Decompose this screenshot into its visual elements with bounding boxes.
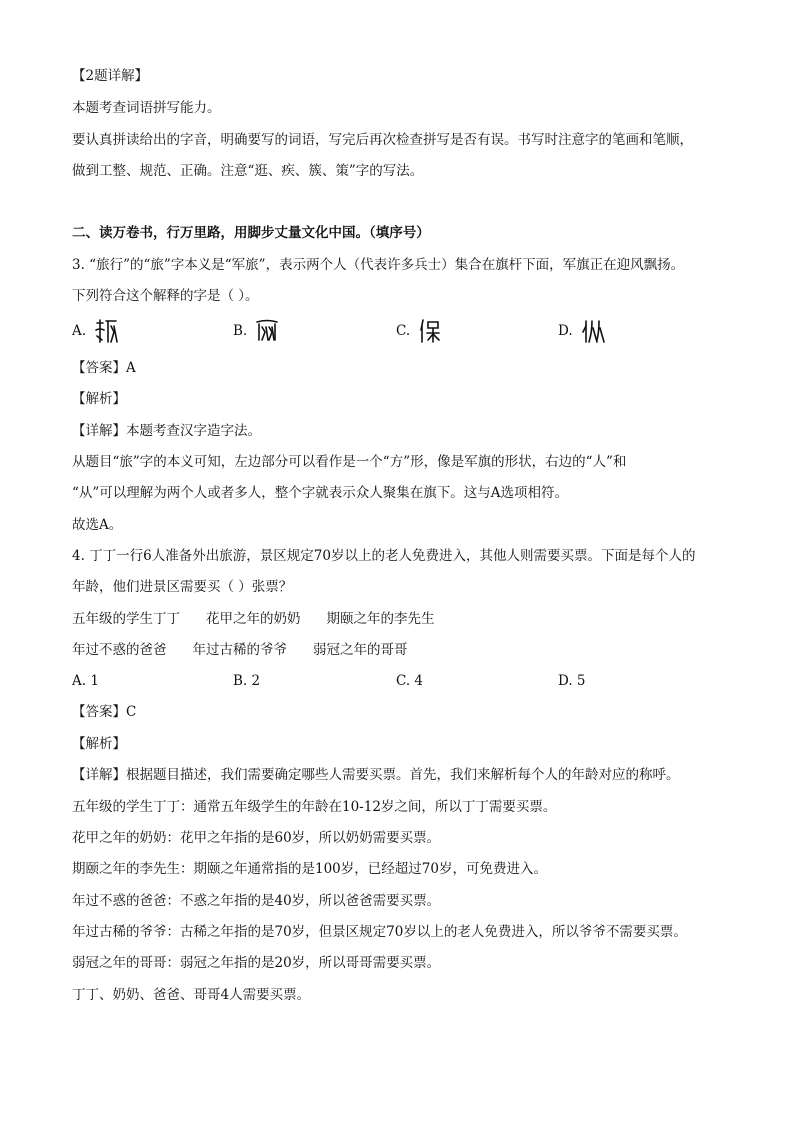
q4-stem-line-1: 4. 丁丁一行6人准备外出旅游，景区规定70岁以上的老人免费进入，其他人则需要买票。下面是每个人的 (72, 548, 696, 564)
q3-stem-line-1: 3. “旅行”的“旅”字本义是“军旅”，表示两个人（代表许多兵士）集合在旗杆下面，军旗正在迎风飘扬。 (72, 257, 685, 273)
q4-option-a: A. 1 (72, 673, 99, 689)
q4-detail-line: 期颐之年的李先生：期颐之年通常指的是100岁，已经超过70岁，可免费进入。 (72, 861, 547, 877)
section-2-title: 二、读万卷书，行万里路，用脚步丈量文化中国。（填序号） (72, 225, 430, 241)
seal-bao-glyph-icon (418, 318, 442, 344)
q3-option-c (396, 318, 442, 344)
q3-conclusion: 故选A。 (72, 517, 123, 533)
q4-detail-line: 花甲之年的奶奶：花甲之年指的是60岁，所以奶奶需要买票。 (72, 830, 441, 846)
q3-detail-line-1: 【详解】本题考查汉字造字法。 (72, 423, 261, 439)
seal-glyph-b-icon (255, 318, 279, 344)
q4-detail-line: 年过古稀的爷爷：古稀之年指的是70岁，但景区规定70岁以上的老人免费进入，所以爷爷不需要买票。 (72, 924, 687, 940)
q3-detail-line-2: 从题目“旅”字的本义可知，左边部分可以看作是一个“方”形，像是军旗的形状，右边的“人”和 (72, 454, 627, 470)
q4-detail-line: 弱冠之年的哥哥：弱冠之年指的是20岁，所以哥哥需要买票。 (72, 955, 441, 971)
q2-line-1: 本题考查词语拼写能力。 (72, 100, 221, 116)
q4-analysis-heading: 【解析】 (72, 736, 126, 752)
q3-answer: 【答案】A (72, 360, 136, 376)
q4-people-row-1 (72, 609, 435, 629)
q4-detail-line: 年过不惑的爸爸：不惑之年指的是40岁，所以爸爸需要买票。 (72, 893, 441, 909)
q4-person: 五年级的学生丁丁 (72, 611, 180, 627)
seal-glyph-d-icon (581, 318, 605, 344)
q3-option-a-label: A. (72, 323, 87, 339)
q4-person: 年过不惑的爸爸 (72, 642, 167, 658)
q3-option-d (558, 318, 605, 344)
q3-option-d-label: D. (558, 323, 573, 339)
q3-option-c-label: C. (396, 323, 411, 339)
q4-option-d: D. 5 (558, 673, 586, 689)
q4-stem-line-2: 年龄，他们进景区需要买（ ）张票？ (72, 579, 293, 595)
q4-answer: 【答案】C (72, 704, 137, 720)
q4-person: 年过古稀的爷爷 (192, 642, 287, 658)
q4-option-c: C. 4 (396, 673, 424, 689)
q3-option-b (233, 318, 279, 344)
q4-person: 期颐之年的李先生 (326, 611, 435, 627)
q3-option-b-label: B. (233, 323, 248, 339)
q3-stem-line-2: 下列符合这个解释的字是（ ）。 (72, 288, 259, 304)
q4-detail-line: 【详解】根据题目描述，我们需要确定哪些人需要买票。首先，我们来解析每个人的年龄对应的称呼。 (72, 767, 680, 783)
q2-line-2: 要认真拼读给出的字音，明确要写的词语，写完后再次检查拼写是否有误。书写时注意字的笔画和笔顺， (72, 132, 693, 148)
q4-detail-line: 五年级的学生丁丁：通常五年级学生的年龄在10-12岁之间，所以丁丁需要买票。 (72, 799, 557, 815)
q4-person: 花甲之年的奶奶 (206, 611, 301, 627)
q4-people-row-2 (72, 640, 408, 660)
q4-option-b: B. 2 (233, 673, 261, 689)
q2-heading: 【2题详解】 (72, 68, 149, 84)
q3-analysis-heading: 【解析】 (72, 391, 126, 407)
q3-detail-line-3: “从”可以理解为两个人或者多人，整个字就表示众人聚集在旗下。这与A选项相符。 (72, 485, 569, 501)
seal-lu-glyph-icon (94, 318, 118, 344)
q3-option-a (72, 318, 118, 344)
q4-person: 弱冠之年的哥哥 (313, 642, 408, 658)
q4-detail-line: 丁丁、奶奶、爸爸、哥哥4人需要买票。 (72, 987, 311, 1003)
q2-line-3: 做到工整、规范、正确。注意“逛、疾、簇、策”字的写法。 (72, 163, 424, 179)
